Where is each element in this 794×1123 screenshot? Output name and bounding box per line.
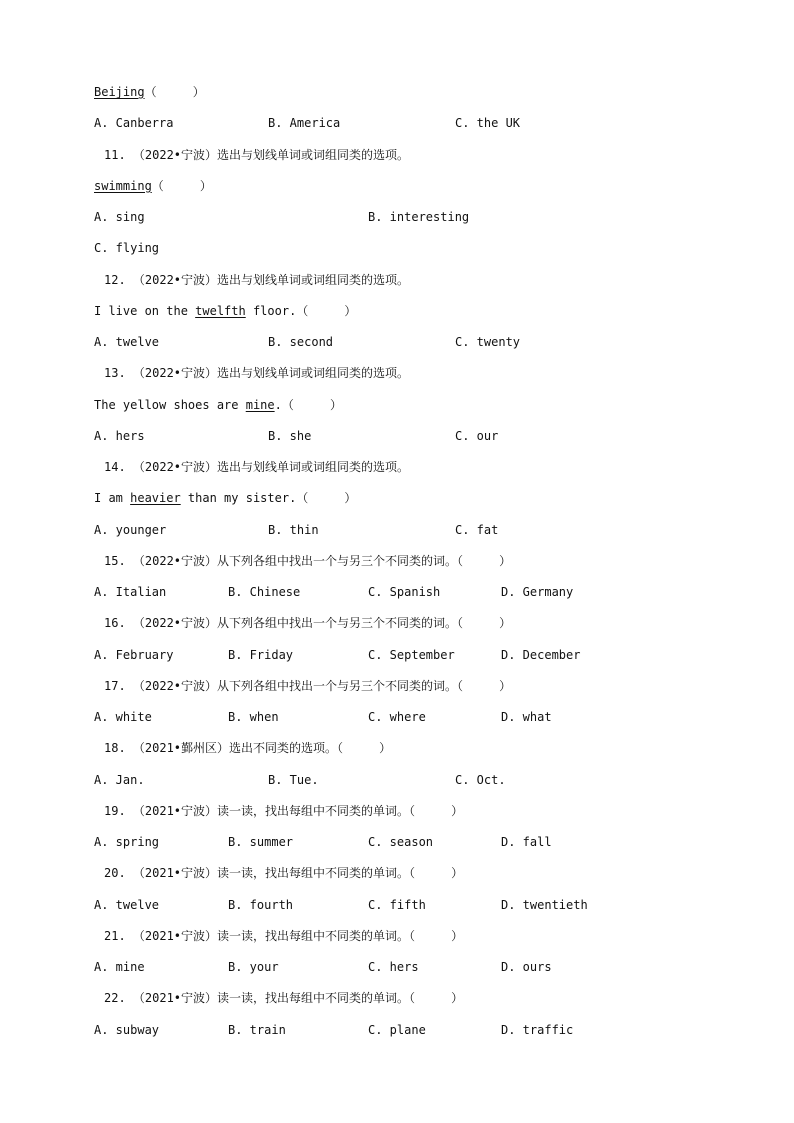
options-row (94, 522, 654, 538)
option-c: C. flying (94, 241, 160, 256)
option-b: B. Friday (228, 647, 294, 662)
option-d: D. ours (501, 960, 552, 974)
option-a: A. white (94, 710, 152, 724)
answer-blank: （ ） (151, 178, 212, 193)
question-heading: 17. （2022•宁波）从下列各组中找出一个与另三个不同类的词。（ ） (104, 678, 512, 693)
question-heading: 13. （2022•宁波）选出与划线单词或词组同类的选项。 (104, 366, 410, 381)
question-stem (94, 178, 212, 194)
underlined-word: twelfth (195, 303, 246, 318)
stem-text: The yellow shoes are (94, 397, 246, 412)
question-heading: 21. （2021•宁波）读一读，找出每组中不同类的单词。（ ） (104, 928, 464, 943)
option-b: B. your (228, 960, 279, 974)
option-a: A. hers (94, 428, 145, 443)
option-d: D. what (501, 710, 552, 724)
option-b: B. Chinese (228, 585, 301, 599)
option-c: C. fat (455, 522, 499, 537)
option-a: A. subway (94, 1022, 160, 1037)
stem-text: I am (94, 491, 131, 506)
option-c: C. where (368, 710, 426, 724)
options-row (94, 115, 654, 131)
option-b: B. she (268, 428, 312, 443)
option-c: C. the UK (455, 116, 521, 131)
answer-blank: than my sister.（ ） (180, 491, 357, 506)
question-heading: 20. （2021•宁波）读一读，找出每组中不同类的单词。（ ） (104, 866, 464, 881)
option-c: C. Spanish (368, 585, 441, 599)
question-stem (94, 490, 356, 506)
option-a: A. sing (94, 210, 145, 224)
options-row (94, 334, 654, 350)
option-a: A. twelve (94, 897, 160, 912)
option-d: D. twentieth (501, 897, 588, 912)
question-heading: 11. （2022•宁波）选出与划线单词或词组同类的选项。 (104, 147, 410, 162)
option-a: A. spring (94, 835, 160, 849)
stem-text: I live on the (94, 303, 196, 318)
option-c: C. hers (368, 960, 419, 974)
options-row (94, 897, 654, 913)
options-row (94, 647, 654, 663)
options-row (94, 209, 654, 225)
question-heading: 18. （2021•鄞州区）选出不同类的选项。（ ） (104, 741, 392, 756)
options-row (94, 959, 654, 975)
option-c: C. Oct. (455, 772, 506, 787)
option-b: B. when (228, 710, 279, 724)
option-b: B. America (268, 116, 341, 131)
option-b: B. thin (268, 522, 319, 537)
option-c: C. season (368, 835, 434, 849)
underlined-word: mine (245, 397, 275, 412)
option-d: D. traffic (501, 1022, 574, 1037)
option-b: B. train (228, 1022, 286, 1037)
option-a: A. February (94, 647, 174, 662)
options-row (94, 240, 654, 256)
options-row (94, 834, 654, 850)
options-row (94, 584, 654, 600)
option-b: B. Tue. (268, 772, 319, 787)
question-heading: 12. （2022•宁波）选出与划线单词或词组同类的选项。 (104, 272, 410, 287)
underlined-word: heavier (130, 491, 181, 506)
option-d: D. December (501, 647, 581, 662)
options-row (94, 428, 654, 444)
answer-blank: （ ） (144, 85, 205, 99)
option-c: C. fifth (368, 897, 426, 912)
option-b: B. fourth (228, 897, 294, 912)
option-b: B. interesting (368, 210, 470, 224)
option-c: C. twenty (455, 335, 521, 349)
option-a: A. Canberra (94, 116, 174, 131)
option-c: C. plane (368, 1022, 426, 1037)
question-stem (94, 397, 342, 413)
option-a: A. twelve (94, 335, 160, 349)
option-b: B. summer (228, 835, 294, 849)
option-a: A. mine (94, 960, 145, 974)
option-c: C. our (455, 428, 499, 443)
option-a: A. Jan. (94, 772, 145, 787)
answer-blank: .（ ） (274, 397, 342, 412)
option-b: B. second (268, 335, 334, 349)
options-row (94, 1022, 654, 1038)
underlined-word: Beijing (94, 85, 145, 99)
question-heading: 16. （2022•宁波）从下列各组中找出一个与另三个不同类的词。（ ） (104, 616, 512, 631)
question-heading: 14. （2022•宁波）选出与划线单词或词组同类的选项。 (104, 460, 410, 474)
question-stem (94, 84, 205, 100)
option-c: C. September (368, 647, 455, 662)
option-a: A. younger (94, 522, 167, 537)
question-stem (94, 303, 356, 319)
underlined-word: swimming (94, 178, 152, 193)
option-d: D. Germany (501, 585, 574, 599)
option-d: D. fall (501, 835, 552, 849)
options-row (94, 772, 654, 788)
answer-blank: floor.（ ） (245, 303, 357, 318)
question-heading: 19. （2021•宁波）读一读，找出每组中不同类的单词。（ ） (104, 803, 464, 818)
question-heading: 22. （2021•宁波）读一读，找出每组中不同类的单词。（ ） (104, 991, 464, 1006)
question-heading: 15. （2022•宁波）从下列各组中找出一个与另三个不同类的词。（ ） (104, 553, 512, 568)
options-row (94, 709, 654, 725)
option-a: A. Italian (94, 585, 167, 599)
